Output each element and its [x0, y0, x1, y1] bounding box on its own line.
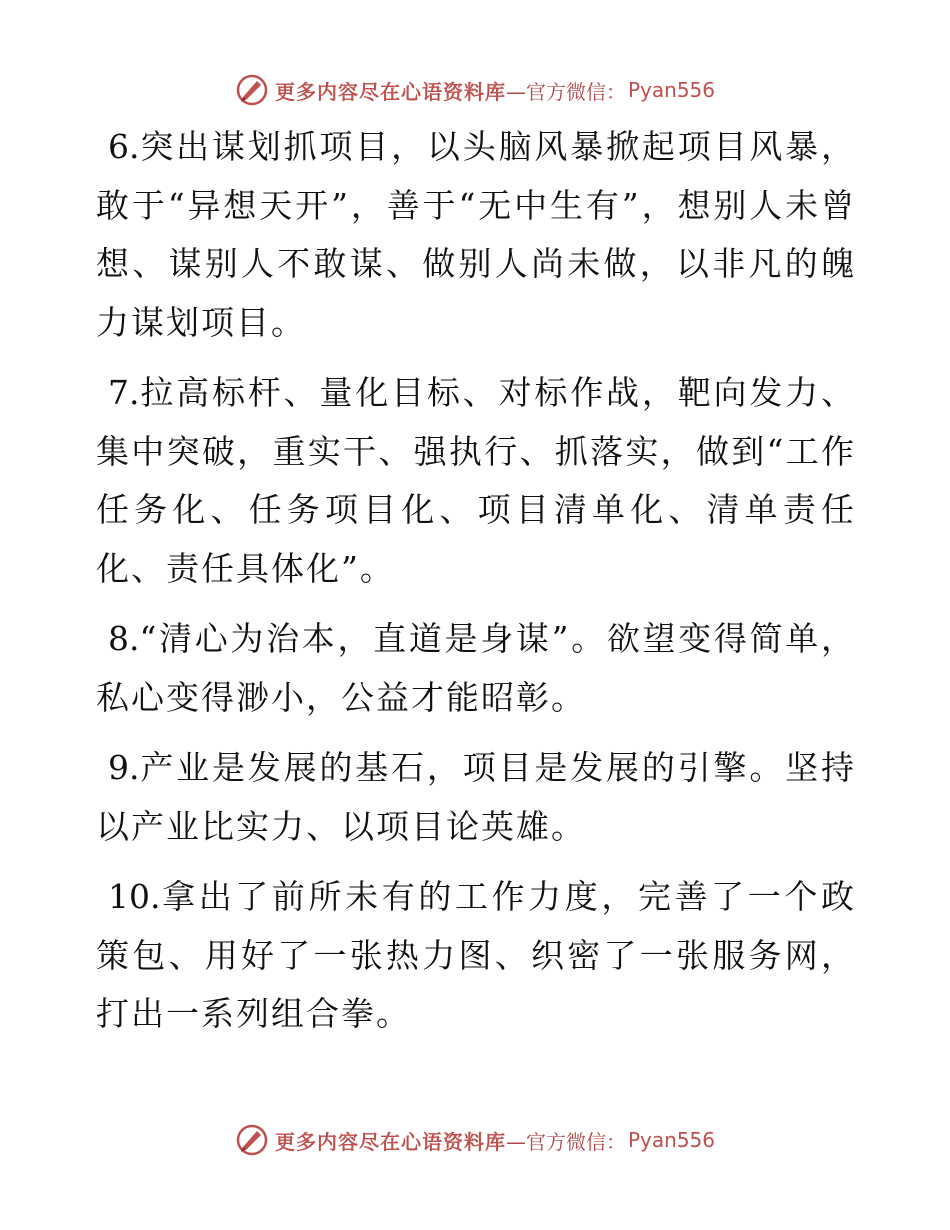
paragraph-number: 9.	[108, 748, 140, 787]
paragraph-7	[96, 364, 856, 598]
paragraph-text: 产业是发展的基石，项目是发展的引擎。坚持以产业比实力、以项目论英雄。	[96, 748, 856, 846]
paragraph-8	[96, 610, 856, 727]
footer-banner-wechat-id: Pyan556	[627, 1128, 715, 1152]
pen-circle-icon	[235, 73, 269, 107]
paragraph-6	[96, 118, 856, 352]
footer-banner	[0, 1120, 950, 1160]
paragraph-text: 突出谋划抓项目，以头脑风暴掀起项目风暴，敢于“异想天开”，善于“无中生有”，想别人未曾想、谋别人不敢谋、做别人尚未做，以非凡的魄力谋划项目。	[96, 127, 856, 342]
paragraph-text: 拿出了前所未有的工作力度，完善了一个政策包、用好了一张热力图、织密了一张服务网，打出一系列组合拳。	[96, 877, 856, 1033]
header-banner	[0, 70, 950, 110]
header-banner-separator: —官方微信：	[505, 79, 626, 104]
paragraph-text: 拉高标杆、量化目标、对标作战，靶向发力、集中突破，重实干、强执行、抓落实，做到“工作任务化、任务项目化、项目清单化、清单责任化、责任具体化”。	[96, 373, 856, 588]
pen-circle-icon	[235, 1123, 269, 1157]
header-banner-text: 更多内容尽在心语资料库	[274, 79, 506, 104]
document-body	[96, 118, 856, 1056]
footer-banner-text: 更多内容尽在心语资料库	[274, 1129, 506, 1154]
footer-banner-separator: —官方微信：	[505, 1129, 626, 1154]
paragraph-10	[96, 868, 856, 1044]
paragraph-text: “清心为治本，直道是身谋”。欲望变得简单，私心变得渺小，公益才能昭彰。	[96, 619, 856, 717]
header-banner-wechat-id: Pyan556	[627, 78, 715, 102]
paragraph-number: 7.	[108, 373, 140, 412]
paragraph-number: 6.	[108, 127, 140, 166]
paragraph-number: 10.	[108, 877, 161, 916]
paragraph-number: 8.	[108, 619, 140, 658]
paragraph-9	[96, 739, 856, 856]
